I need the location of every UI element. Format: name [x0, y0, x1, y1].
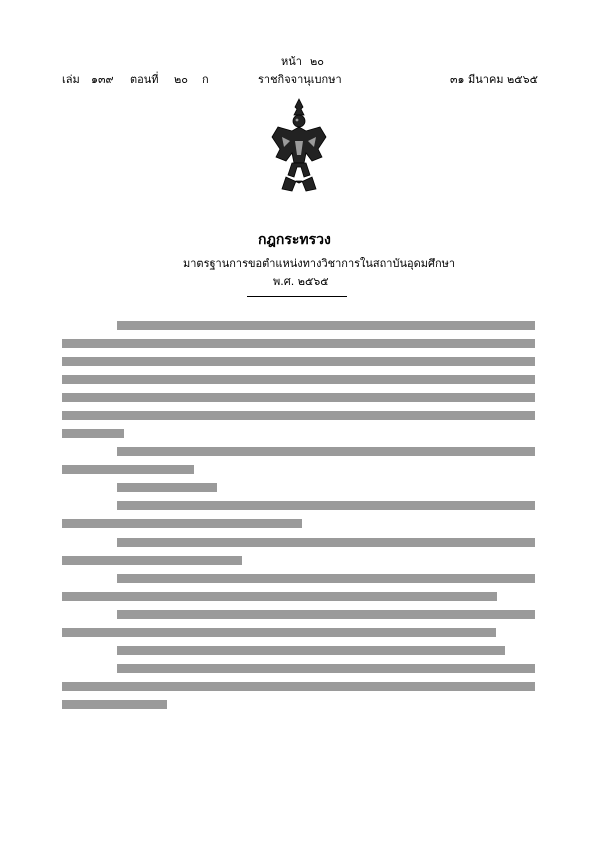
decree-title: กฎกระทรวง: [258, 232, 331, 248]
text-placeholder: [117, 483, 217, 492]
issue-label: ตอนที่: [130, 73, 159, 86]
text-placeholder: [117, 447, 535, 456]
text-placeholder: [62, 519, 302, 528]
title-divider: [247, 296, 347, 297]
text-placeholder: [62, 375, 535, 384]
issue-section: ก: [202, 73, 209, 86]
text-placeholder: [117, 610, 535, 619]
page-number: ๒๐: [310, 55, 324, 68]
text-placeholder: [117, 501, 535, 510]
page-label: หน้า: [281, 55, 302, 68]
garuda-emblem-icon: [270, 97, 328, 195]
text-placeholder: [62, 700, 167, 709]
volume-number: ๑๓๙: [91, 73, 114, 86]
text-placeholder: [62, 357, 535, 366]
text-placeholder: [62, 429, 124, 438]
text-placeholder: [62, 339, 535, 348]
text-placeholder: [62, 592, 497, 601]
text-placeholder: [117, 646, 505, 655]
text-placeholder: [117, 664, 535, 673]
decree-year: พ.ศ. ๒๕๖๕: [273, 275, 329, 288]
text-placeholder: [117, 321, 535, 330]
decree-subtitle: มาตรฐานการขอตำแหน่งทางวิชาการในสถาบันอุดมศึกษา: [183, 257, 456, 270]
text-placeholder: [62, 393, 535, 402]
gazette-name: ราชกิจจานุเบกษา: [258, 73, 342, 86]
text-placeholder: [62, 628, 496, 637]
issue-number: ๒๐: [174, 73, 188, 86]
text-placeholder: [117, 574, 535, 583]
text-placeholder: [62, 682, 535, 691]
text-placeholder: [62, 465, 194, 474]
gazette-date: ๓๑ มีนาคม ๒๕๖๕: [450, 73, 538, 86]
text-placeholder: [117, 538, 535, 547]
volume-label: เล่ม: [62, 73, 80, 86]
text-placeholder: [62, 411, 535, 420]
text-placeholder: [62, 556, 242, 565]
